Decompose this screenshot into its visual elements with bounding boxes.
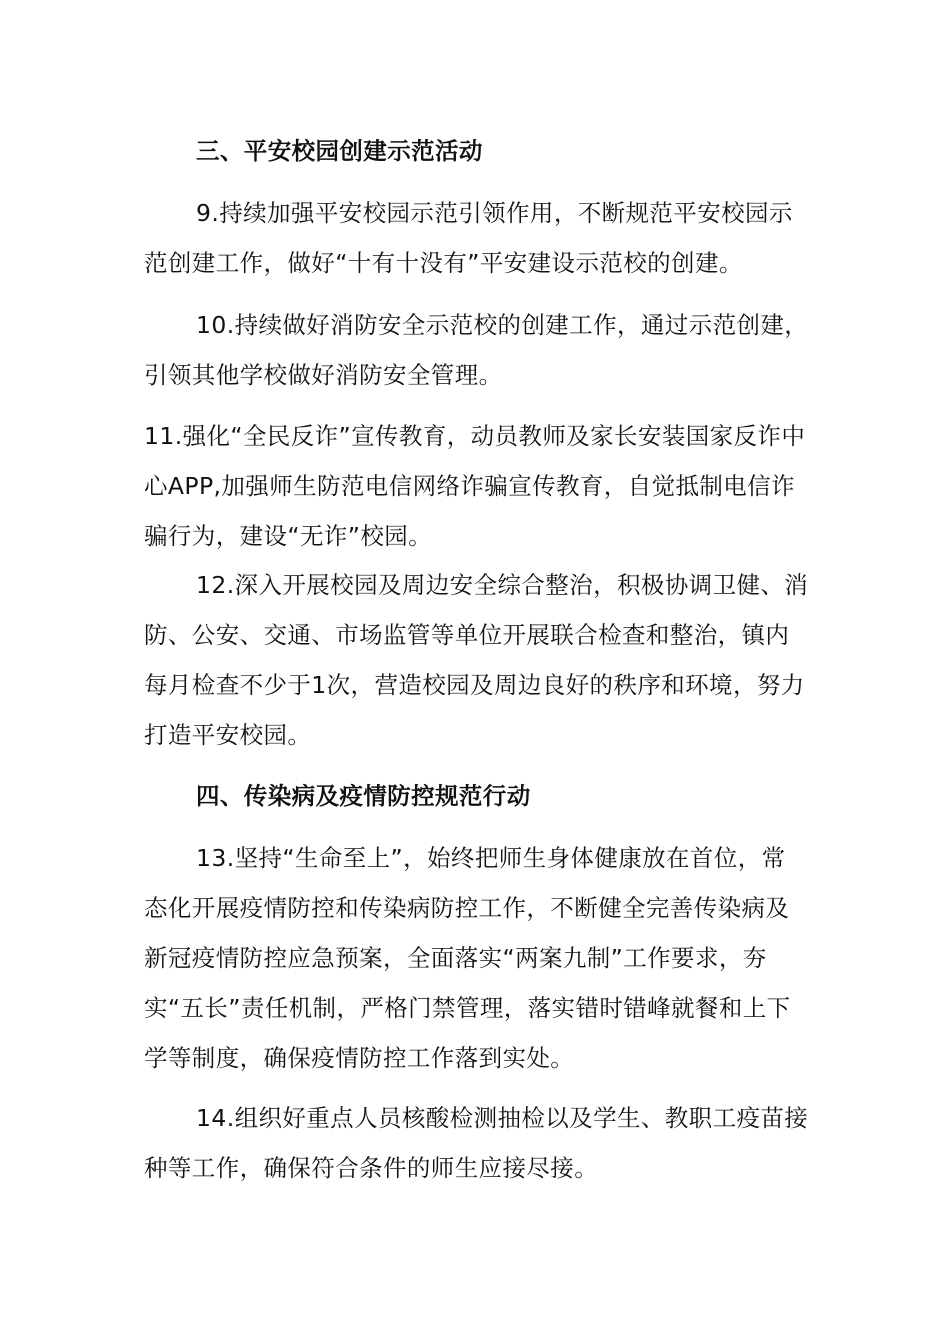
paragraph-12: 12.深入开展校园及周边安全综合整治，积极协调卫健、消防、公安、交通、市场监管等单位开展联合检查和整治，镇内每月检查不少于1次，营造校园及周边良好的秩序和环境，努力打造平安校园。	[144, 571, 809, 749]
paragraph-9: 9.持续加强平安校园示范引领作用，不断规范平安校园示范创建工作，做好“十有十没有”平安建设示范校的创建。	[144, 199, 793, 277]
paragraph-11: 11.强化“全民反诈”宣传教育，动员教师及家长安装国家反诈中心APP,加强师生防范电信网络诈骗宣传教育，自觉抵制电信诈骗行为，建设“无诈”校园。	[144, 422, 806, 550]
paragraph-14: 14.组织好重点人员核酸检测抽检以及学生、教职工疫苗接种等工作，确保符合条件的师生应接尽接。	[144, 1104, 809, 1182]
paragraph-10: 10.持续做好消防安全示范校的创建工作，通过示范创建，引领其他学校做好消防安全管理。	[144, 311, 809, 389]
section-heading: 四、传染病及疫情防控规范行动	[196, 782, 531, 810]
section-heading: 三、平安校园创建示范活动	[196, 137, 483, 165]
paragraph-13: 13.坚持“生命至上”，始终把师生身体健康放在首位，常态化开展疫情防控和传染病防控工作，不断健全完善传染病及新冠疫情防控应急预案，全面落实“两案九制”工作要求，夯实“五长”责任机制，严格门禁管理，落实错时错峰就餐和上下学等制度，确保疫情防控工作落到实处。	[144, 844, 791, 1072]
